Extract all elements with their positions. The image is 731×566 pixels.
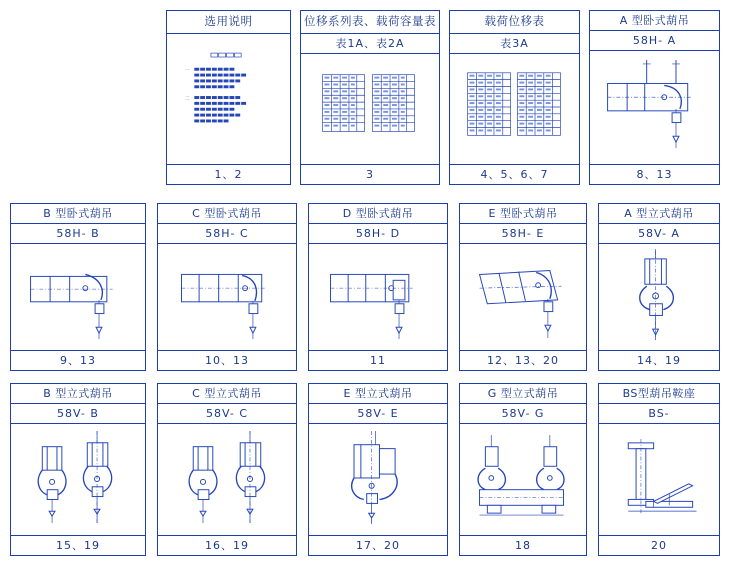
card-figure-vertical-e [309, 424, 447, 535]
card-footer: 8、13 [590, 164, 719, 184]
card-figure-horizontal-d [309, 244, 447, 350]
card-header: E 型卧式葫吊 [460, 204, 586, 224]
svg-text:二: 二 [184, 95, 190, 102]
card-footer: 3 [301, 164, 439, 184]
card-footer: 17、20 [309, 535, 447, 555]
card-footer: 12、13、20 [460, 350, 586, 370]
card-subheader: 58H- E [460, 224, 586, 244]
card-header: 选用说明 [167, 11, 290, 34]
card-footer: 18 [460, 535, 586, 555]
card-subheader: 58V- A [599, 224, 719, 244]
card-header: 位移系列表、载荷容量表 [301, 11, 439, 34]
card-type-e-horizontal[interactable] [459, 203, 587, 371]
card-footer: 20 [599, 535, 719, 555]
card-selection-guide[interactable] [166, 10, 291, 185]
card-subheader: 58H- D [309, 224, 447, 244]
svg-text:一: 一 [184, 67, 190, 74]
card-header: B 型立式葫吊 [11, 384, 145, 404]
card-subheader: 58H- A [590, 31, 719, 51]
card-type-c-horizontal[interactable] [157, 203, 297, 371]
card-type-a-horizontal[interactable] [589, 10, 720, 185]
card-figure-text-block [167, 34, 290, 165]
card-subheader: 58V- E [309, 404, 447, 424]
card-footer: 16、19 [158, 535, 296, 555]
card-subheader: 表3A [450, 34, 579, 54]
card-subheader: 58H- B [11, 224, 145, 244]
card-type-e-vertical[interactable] [308, 383, 448, 556]
card-subheader: 58V- G [460, 404, 586, 424]
card-header: BS型葫吊鞍座 [599, 384, 719, 404]
card-footer: 1、2 [167, 164, 290, 184]
card-footer: 10、13 [158, 350, 296, 370]
card-figure-tables [301, 54, 439, 165]
card-displacement-series[interactable] [300, 10, 440, 185]
card-subheader: 表1A、表2A [301, 34, 439, 54]
card-bs-saddle[interactable] [598, 383, 720, 556]
card-header: D 型卧式葫吊 [309, 204, 447, 224]
card-type-g-vertical[interactable] [459, 383, 587, 556]
card-footer: 11 [309, 350, 447, 370]
card-figure-horizontal-b [11, 244, 145, 350]
card-figure-vertical-a [599, 244, 719, 350]
card-footer: 4、5、6、7 [450, 164, 579, 184]
card-type-d-horizontal[interactable] [308, 203, 448, 371]
card-header: E 型立式葫吊 [309, 384, 447, 404]
card-figure-vertical-c [158, 424, 296, 535]
card-subheader: BS- [599, 404, 719, 424]
card-footer: 15、19 [11, 535, 145, 555]
card-figure-saddle [599, 424, 719, 535]
card-subheader: 58H- C [158, 224, 296, 244]
card-header: B 型卧式葫吊 [11, 204, 145, 224]
card-header: C 型立式葫吊 [158, 384, 296, 404]
card-type-b-vertical[interactable] [10, 383, 146, 556]
card-subheader: 58V- C [158, 404, 296, 424]
card-figure-vertical-g [460, 424, 586, 535]
card-subheader: 58V- B [11, 404, 145, 424]
card-header: A 型立式葫吊 [599, 204, 719, 224]
card-type-c-vertical[interactable] [157, 383, 297, 556]
card-figure-horizontal-c [158, 244, 296, 350]
card-figure-tables [450, 54, 579, 165]
card-type-b-horizontal[interactable] [10, 203, 146, 371]
card-header: G 型立式葫吊 [460, 384, 586, 404]
card-type-a-vertical[interactable] [598, 203, 720, 371]
card-figure-horizontal-a [590, 51, 719, 164]
card-header: A 型卧式葫吊 [590, 11, 719, 31]
card-figure-horizontal-e [460, 244, 586, 350]
card-header: C 型卧式葫吊 [158, 204, 296, 224]
card-footer: 14、19 [599, 350, 719, 370]
card-footer: 9、13 [11, 350, 145, 370]
card-figure-vertical-b [11, 424, 145, 535]
card-load-displacement[interactable] [449, 10, 580, 185]
card-header: 载荷位移表 [450, 11, 579, 34]
